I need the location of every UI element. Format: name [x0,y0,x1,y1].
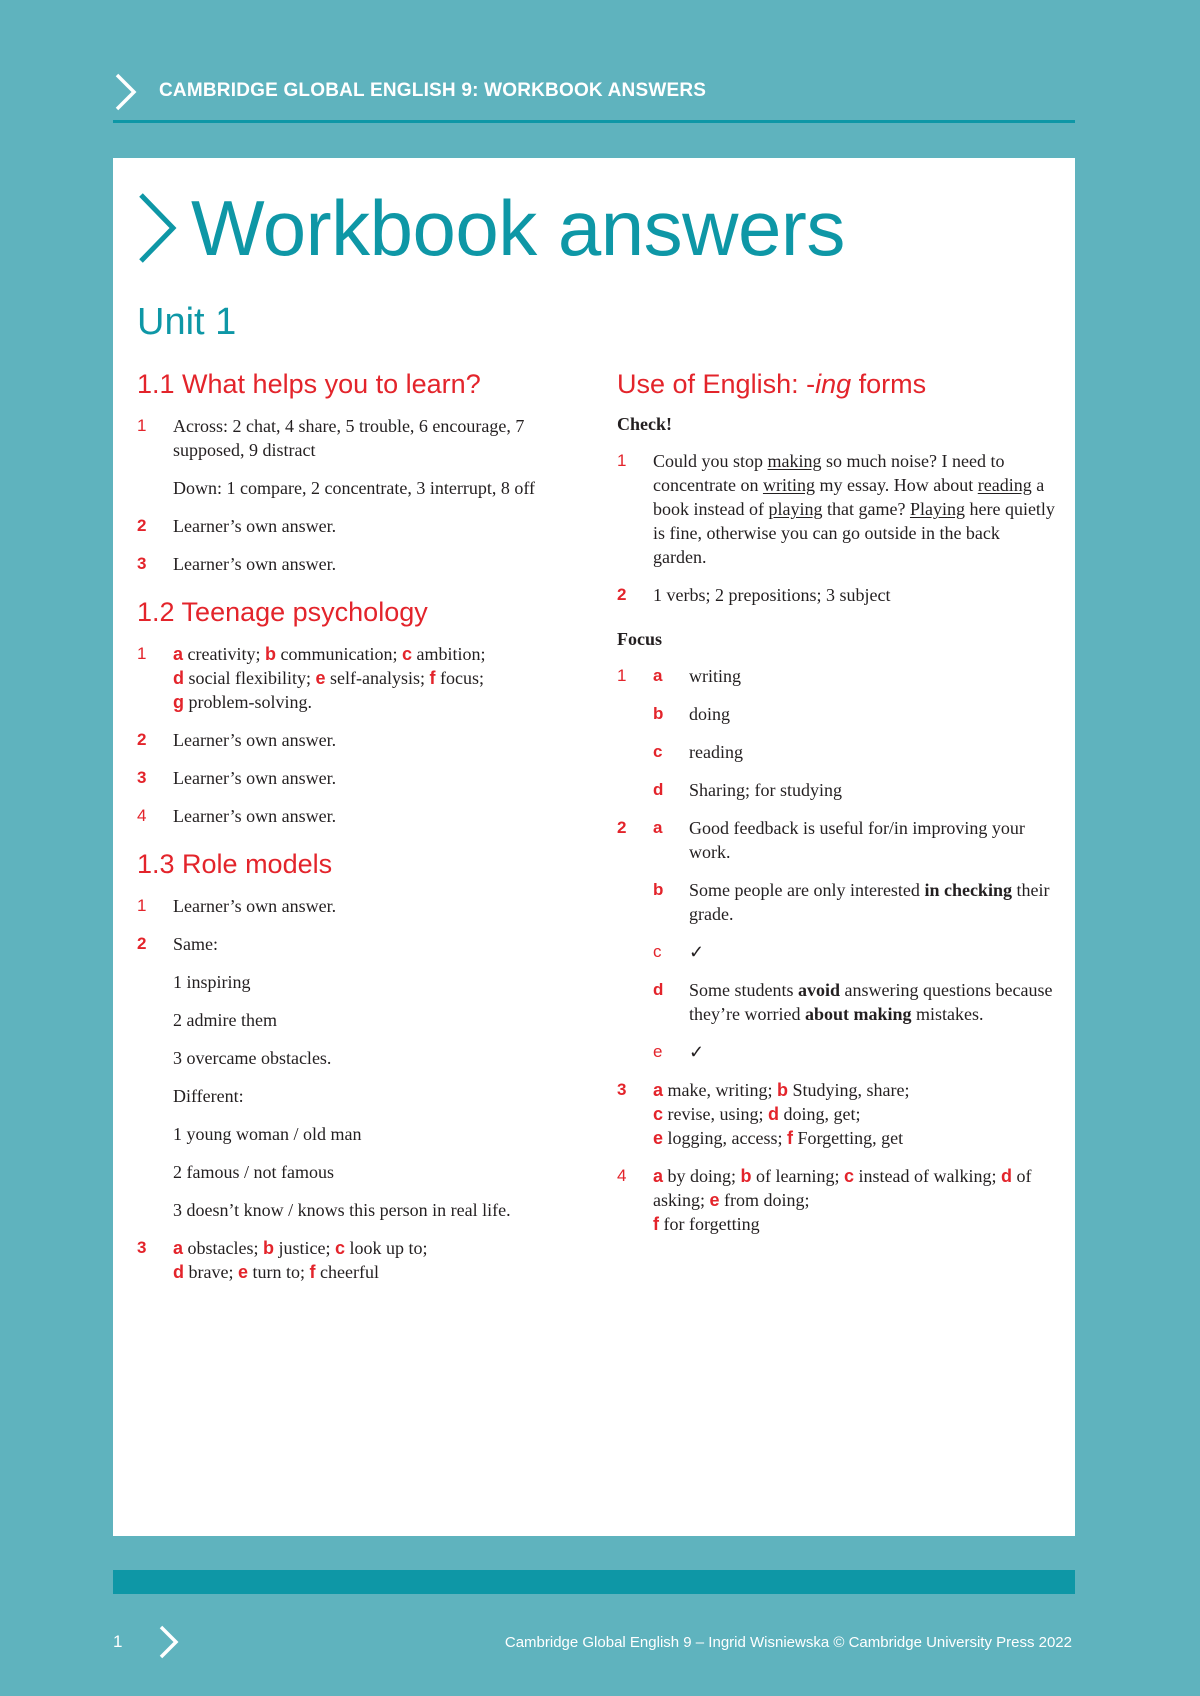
item-subtext: Down: 1 compare, 2 concentrate, 3 interrupt, 8 off [173,478,536,498]
item-subtext: 2 famous / not famous [173,1162,334,1182]
page-title-text: Workbook answers [191,183,845,272]
answer-item [137,552,567,576]
answer-text: Sharing; for studying [689,780,842,800]
item-number: 1 [617,666,627,685]
answer-item [617,583,1057,607]
item-text [173,1236,567,1284]
section-heading: 1.3 Role models [137,849,333,879]
item-number: 3 [617,1080,627,1099]
letter-label: c [401,644,412,664]
item-number: 1 [137,644,147,663]
item-text: Learner’s own answer. [173,806,337,826]
answer-item [137,932,567,956]
answer-text [689,978,1057,1026]
answer-text: creativity; [187,644,265,664]
item-text [173,642,567,714]
letter-label: f [309,1262,316,1282]
answer-text: focus; [439,668,484,688]
letter-label: d [768,1104,780,1124]
item-text: Across: 2 chat, 4 share, 5 trouble, 6 encourage, 7 supposed, 9 distract [173,416,525,460]
answer-item [617,664,1057,688]
letter-label: c [335,1238,346,1258]
text-part: a book instead of [653,475,1045,519]
answer-item [617,1040,1057,1064]
letter-label: d [653,980,664,999]
answer-item [617,449,1057,569]
item-text: Learner’s own answer. [173,516,337,536]
item-subtext: 1 young woman / old man [173,1124,362,1144]
answer-text: revise, using; [667,1104,769,1124]
bold-text: avoid [798,980,841,1000]
text-part: that game? [822,499,910,519]
answer-text: reading [689,742,743,762]
item-subtext: 3 overcame obstacles. [173,1048,332,1068]
answer-text [689,878,1057,926]
item-text [653,1164,1057,1236]
subheading-focus: Focus [617,629,662,649]
check-mark: ✓ [689,1042,705,1062]
letter-label: f [429,668,436,688]
answer-text: instead of walking; [858,1166,1002,1186]
item-number: 2 [137,730,147,749]
item-number: 3 [137,768,147,787]
item-number: 4 [137,806,147,825]
answer-text: doing, get; [783,1104,861,1124]
item-text: Learner’s own answer. [173,554,337,574]
letter-label: c [653,942,662,961]
letter-label: d [1001,1166,1013,1186]
letter-label: c [653,1104,664,1124]
text-part: Could you stop [653,451,768,471]
answer-text: Good feedback is useful for/in improving your work. [689,818,1025,862]
answer-item [617,778,1057,802]
letter-label: c [844,1166,855,1186]
text-part: so much noise? I need to concentrate on [653,451,1005,495]
answer-text: of asking; [653,1166,1032,1210]
letter-label: e [237,1262,248,1282]
letter-label: d [173,1262,184,1282]
letter-label: b [263,1238,274,1258]
item-number: 3 [137,554,147,573]
answer-text: ambition; [416,644,486,664]
letter-label: b [653,880,664,899]
item-text [653,449,1057,569]
item-number: 1 [137,896,147,915]
bold-text: in checking [924,880,1012,900]
item-subtext: Different: [173,1086,244,1106]
answer-item [137,766,567,790]
answer-text: from doing; [724,1190,810,1210]
letter-label: b [264,644,276,664]
letter-label: f [653,1214,659,1234]
answer-text: self-analysis; [330,668,430,688]
item-text [653,1078,1057,1150]
underlined-word: making [767,451,822,471]
answer-item [617,702,1057,726]
answer-item [137,642,567,714]
page-title [135,178,845,278]
heading-italic: ing [815,369,852,399]
letter-label: a [653,1080,664,1100]
item-subtext: 1 inspiring [173,972,251,992]
answer-text: by doing; [667,1166,741,1186]
text-part: here quietly is fine, otherwise you can go outside in the back garden. [653,499,1055,567]
letter-label: e [653,1128,664,1148]
answer-item [617,940,1057,964]
letter-label: b [653,704,664,723]
item-number: 2 [617,585,627,604]
heading-part: Use of English: - [617,369,816,399]
text-part: my essay. How about [814,475,978,495]
chevron-right-icon [158,1624,180,1660]
item-number: 1 [617,451,627,470]
text-part: mistakes. [911,1004,984,1024]
letter-label: c [653,742,663,761]
answer-text: look up to; [349,1238,428,1258]
underlined-word: playing [768,499,823,519]
answer-text: brave; [188,1262,238,1282]
letter-label: g [173,692,184,712]
text-part: Some students [689,980,799,1000]
chevron-right-icon [113,72,139,112]
answer-item [617,740,1057,764]
letter-label: b [740,1166,752,1186]
unit-heading: Unit 1 [137,301,237,343]
item-number: 2 [617,818,627,837]
subheading-check: Check! [617,414,672,434]
item-number: 2 [137,934,147,953]
page-header [113,72,1075,123]
letter-label: d [173,668,184,688]
right-column [617,366,1057,1250]
answer-item [137,804,567,828]
page-number: 1 [113,1632,123,1651]
letter-label: a [173,644,184,664]
answer-text: justice; [278,1238,335,1258]
answer-item [137,894,567,918]
answer-text: cheerful [320,1262,379,1282]
answer-item [617,816,1057,864]
answer-item [617,978,1057,1026]
underlined-word: reading [977,475,1032,495]
letter-label: a [653,1166,664,1186]
answer-item [137,1236,567,1284]
letter-label: d [653,780,664,799]
answer-text: communication; [280,644,402,664]
item-text: 1 verbs; 2 prepositions; 3 subject [653,585,891,605]
item-number: 4 [617,1166,627,1185]
content-panel [113,158,1075,1536]
answer-text: logging, access; [667,1128,787,1148]
check-mark: ✓ [689,942,705,962]
answer-item [137,414,567,462]
letter-label: f [787,1128,793,1148]
item-text: Same: [173,934,218,954]
answer-item [617,878,1057,926]
section-heading: 1.2 Teenage psychology [137,597,428,627]
bold-text: about making [804,1004,912,1024]
letter-label: e [709,1190,720,1210]
item-text: Learner’s own answer. [173,768,337,788]
left-column [137,366,567,1298]
answer-item [137,728,567,752]
header-title: CAMBRIDGE GLOBAL ENGLISH 9: WORKBOOK ANSWERS [159,80,707,101]
answer-text: obstacles; [187,1238,263,1258]
answer-text: Forgetting, get [797,1128,904,1148]
heading-part: forms [851,369,927,399]
answer-text: make, writing; [667,1080,777,1100]
answer-text: of learning; [756,1166,845,1186]
item-number: 2 [137,516,147,535]
item-subtext: 2 admire them [173,1010,277,1030]
chevron-right-icon [135,191,179,265]
footer-bar [113,1570,1075,1594]
answer-text: social flexibility; [188,668,316,688]
answer-text: Studying, share; [792,1080,910,1100]
letter-label: a [653,818,663,837]
underlined-word: writing [762,475,815,495]
text-part: answering questions because they’re worried [689,980,1053,1024]
answer-text: problem-solving. [188,692,312,712]
answer-text: writing [689,666,741,686]
item-number: 1 [137,416,147,435]
item-subtext: 3 doesn’t know / knows this person in real life. [173,1200,511,1220]
answer-item [137,514,567,538]
letter-label: b [777,1080,788,1100]
answer-text: doing [689,704,731,724]
section-heading: 1.1 What helps you to learn? [137,369,481,399]
text-part: Some people are only interested [689,880,925,900]
answer-text: for forgetting [663,1214,760,1234]
underlined-word: Playing [909,499,965,519]
section-heading [617,366,1057,402]
item-number: 3 [137,1238,147,1257]
answer-item [617,1164,1057,1236]
item-text: Learner’s own answer. [173,896,337,916]
item-text: Learner’s own answer. [173,730,337,750]
letter-label: a [173,1238,184,1258]
letter-label: a [653,666,663,685]
answer-text: turn to; [252,1262,310,1282]
footer-copyright: Cambridge Global English 9 – Ingrid Wisniewska © Cambridge University Press 2022 [504,1634,1072,1651]
letter-label: e [315,668,326,688]
letter-label: e [653,1042,663,1061]
text-part: their grade. [689,880,1050,924]
answer-item [617,1078,1057,1150]
